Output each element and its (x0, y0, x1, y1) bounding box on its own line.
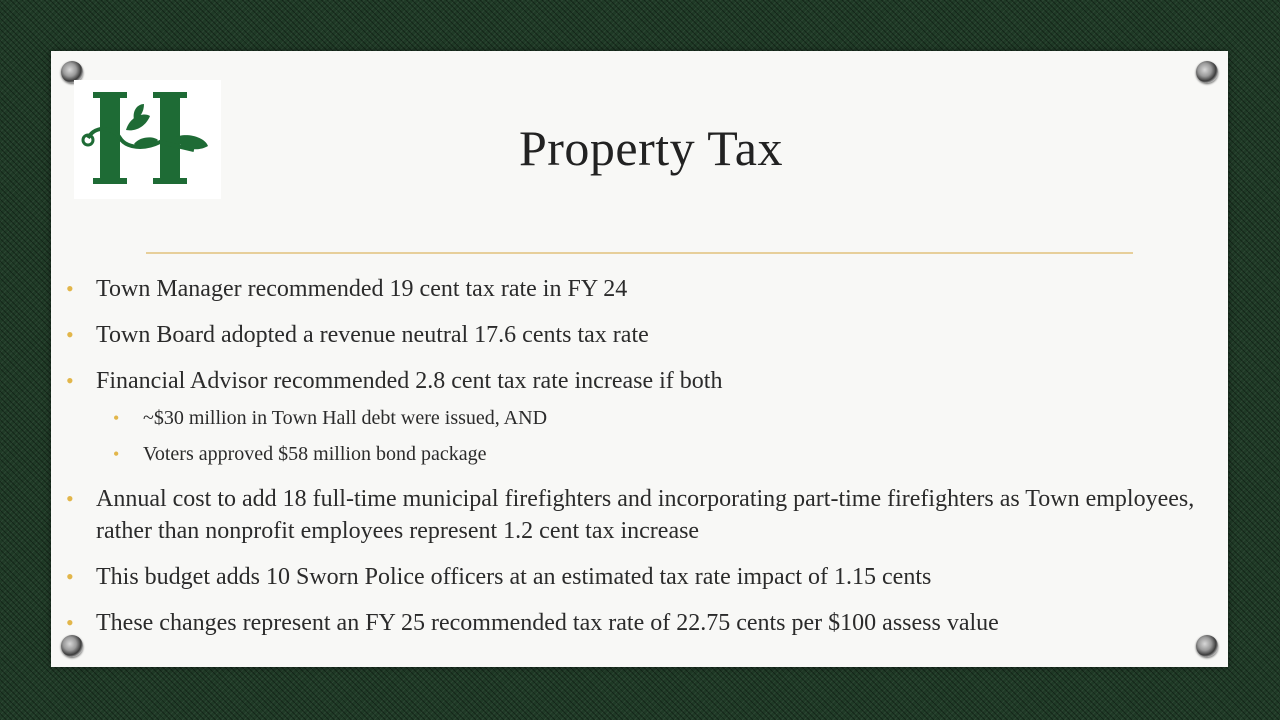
sub-bullet-item (51, 441, 1228, 467)
bullet-item (51, 607, 1228, 639)
bullet-text: ~$30 million in Town Hall debt were issued, AND (143, 407, 548, 429)
bullet-list (51, 273, 1228, 653)
bullet-text: Town Manager recommended 19 cent tax rate in FY 24 (96, 276, 628, 302)
sub-bullet-item (51, 405, 1228, 431)
bullet-icon: • (66, 564, 74, 589)
bullet-item (51, 561, 1228, 593)
pushpin-icon (1196, 61, 1218, 83)
bullet-text: Annual cost to add 18 full-time municipal firefighters and incorporating part-time firefighters as Town employees, rather than nonprofit employees represent 1.2 cent tax increase (96, 486, 1195, 544)
bullet-item (51, 273, 1228, 305)
slide-title: Property Tax (518, 120, 784, 176)
bullet-icon: • (66, 610, 74, 635)
town-logo (74, 80, 221, 199)
bullet-item (51, 319, 1228, 351)
bullet-icon: • (66, 486, 74, 511)
bullet-icon: • (113, 444, 120, 464)
bullet-text: Voters approved $58 million bond package (143, 443, 487, 465)
title-divider (146, 252, 1133, 254)
bullet-text: These changes represent an FY 25 recommended tax rate of 22.75 cents per $100 assess value (96, 610, 999, 636)
bullet-icon: • (66, 276, 74, 301)
bullet-text: This budget adds 10 Sworn Police officers at an estimated tax rate impact of 1.15 cents (96, 564, 932, 590)
bullet-icon: • (66, 322, 74, 347)
bullet-item (51, 483, 1228, 547)
bullet-icon: • (66, 368, 74, 393)
bullet-text: Financial Advisor recommended 2.8 cent tax rate increase if both (96, 368, 723, 394)
bullet-icon: • (113, 408, 120, 428)
town-logo-icon (74, 80, 221, 199)
slide (51, 51, 1228, 667)
bullet-item (51, 365, 1228, 397)
bullet-text: Town Board adopted a revenue neutral 17.6 cents tax rate (96, 322, 649, 348)
